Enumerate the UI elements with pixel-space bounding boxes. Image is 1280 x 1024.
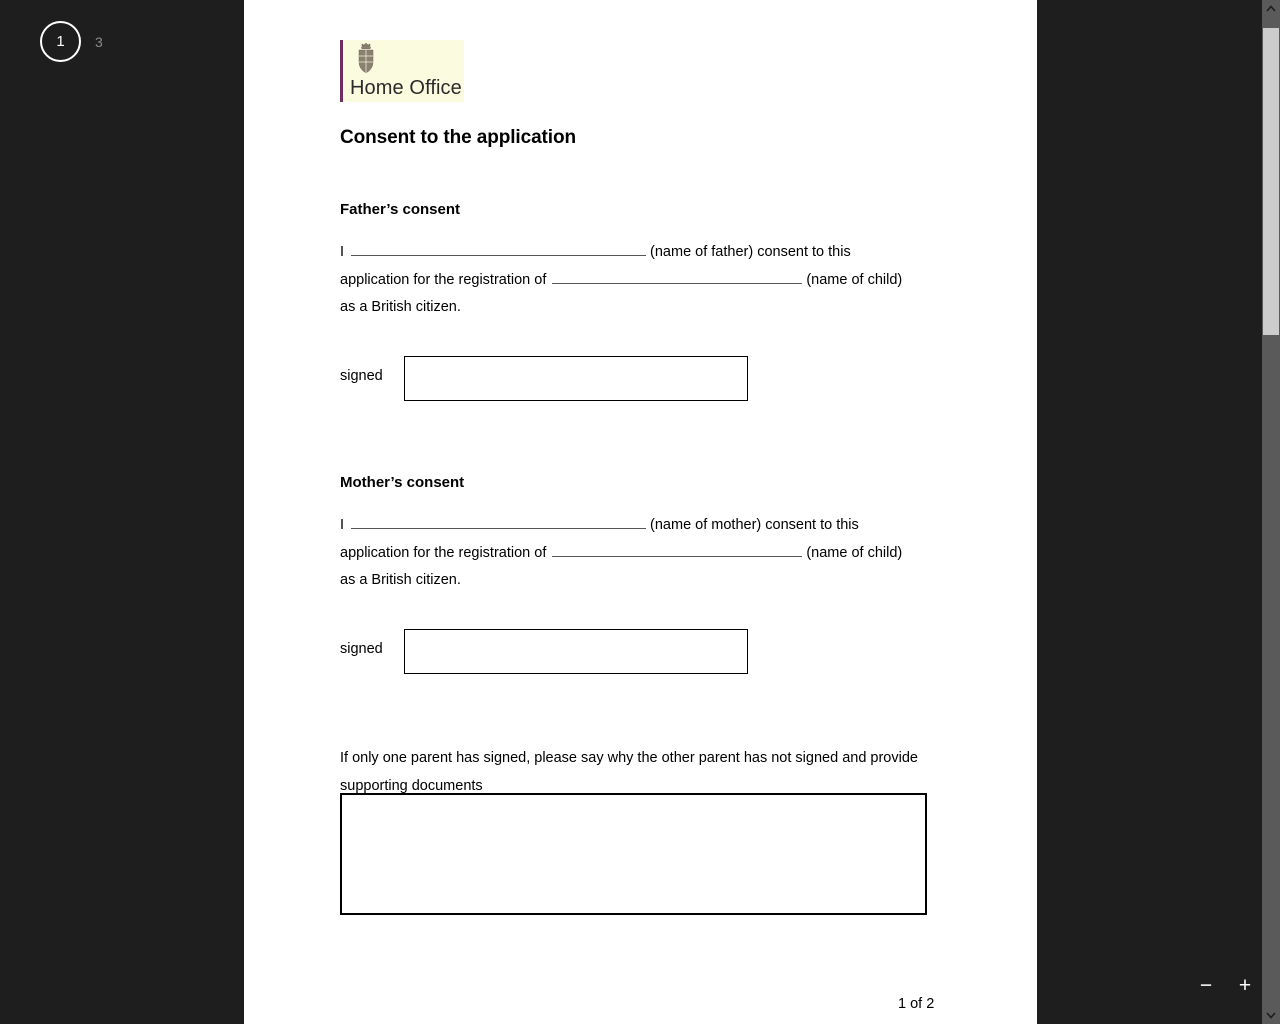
mother-signed-label: signed [340, 641, 383, 657]
page-count-indicator: 3 [95, 33, 103, 50]
page-title: Consent to the application [340, 127, 576, 148]
zoom-out-button[interactable]: − [1199, 974, 1213, 997]
scrollbar-thumb[interactable] [1263, 28, 1279, 335]
child-name-blank-father[interactable] [552, 268, 802, 284]
consent-line1-prefix: I [340, 244, 345, 260]
father-signed-label: signed [340, 368, 383, 384]
father-signature-box[interactable] [404, 356, 748, 401]
vertical-scrollbar[interactable] [1262, 0, 1280, 1024]
mother-name-blank[interactable] [351, 513, 646, 529]
consent-line2-suffix: (name of child) [806, 544, 903, 561]
scroll-down-icon[interactable] [1262, 1006, 1280, 1024]
section-heading-fathers-consent: Father’s consent [340, 201, 461, 218]
consent-line2-prefix: application for the registration of [340, 544, 547, 561]
father-name-blank[interactable] [351, 240, 646, 256]
royal-crest-icon [353, 42, 379, 78]
page-thumbnail-badge[interactable] [40, 21, 103, 62]
zoom-controls [1197, 975, 1254, 996]
consent-line1-suffix: (name of mother) consent to this [650, 517, 859, 533]
current-page-number[interactable]: 1 [40, 21, 81, 62]
consent-line1-prefix: I [340, 517, 345, 533]
scroll-up-icon[interactable] [1262, 0, 1280, 18]
zoom-in-button[interactable]: + [1238, 974, 1252, 997]
consent-line2-suffix: (name of child) [806, 271, 903, 288]
consent-line3: as a British citizen. [340, 299, 461, 315]
consent-line2-prefix: application for the registration of [340, 271, 547, 288]
home-office-wordmark: Home Office [350, 77, 462, 99]
child-name-blank-mother[interactable] [552, 541, 802, 557]
explanation-textbox[interactable] [340, 793, 927, 915]
consent-line3: as a British citizen. [340, 572, 461, 588]
fathers-consent-paragraph [340, 239, 960, 322]
logo-accent-bar [340, 40, 343, 102]
page-counter: 1 of 2 [898, 996, 935, 1012]
single-parent-note: If only one parent has signed, please say why the other parent has not signed and provide supporting documents [340, 750, 918, 794]
consent-line1-suffix: (name of father) consent to this [650, 244, 851, 260]
mother-signature-box[interactable] [404, 629, 748, 674]
home-office-logo [340, 40, 464, 102]
section-heading-mothers-consent: Mother’s consent [340, 474, 465, 491]
document-page [244, 0, 1037, 1024]
mothers-consent-paragraph [340, 512, 960, 595]
